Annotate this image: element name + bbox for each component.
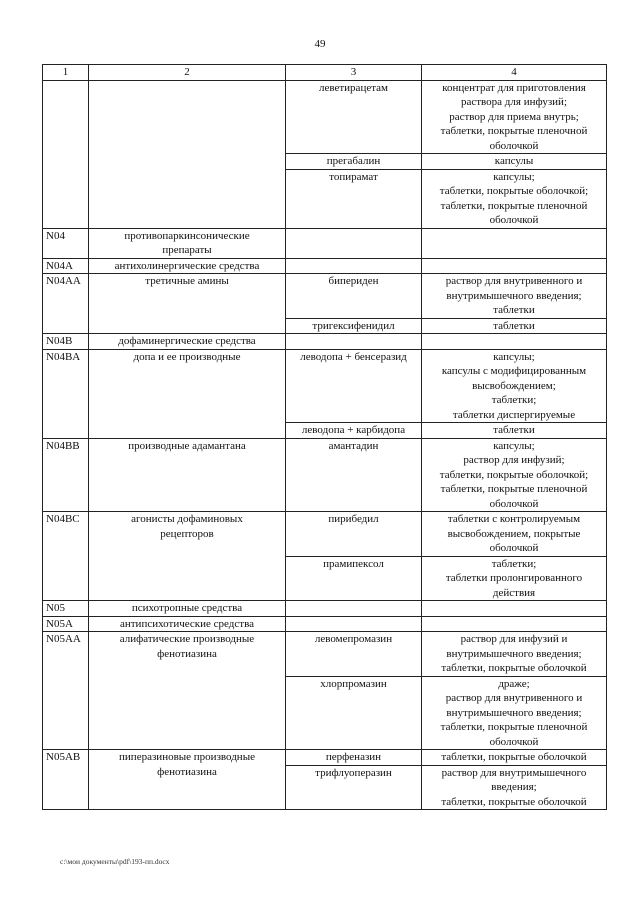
- dosage-form-cell: раствор для внутривенного и внутримышечного введения; таблетки: [422, 274, 607, 319]
- atc-code-cell: N04BB: [43, 438, 89, 512]
- dosage-form-cell: [422, 616, 607, 632]
- table-row: [43, 616, 607, 632]
- table-row: [43, 601, 607, 617]
- drug-name-cell: бипериден: [286, 274, 422, 319]
- drug-table: [42, 64, 607, 810]
- atc-code-cell: N04BC: [43, 512, 89, 601]
- dosage-form-cell: [422, 601, 607, 617]
- table-row: [43, 228, 607, 258]
- header-cell-3: 3: [286, 65, 422, 81]
- atc-code-cell: N04: [43, 228, 89, 258]
- dosage-form-cell: раствор для инфузий и внутримышечного введения; таблетки, покрытые оболочкой: [422, 632, 607, 677]
- drug-name-cell: прамипексол: [286, 556, 422, 601]
- table-row: [43, 258, 607, 274]
- table-row: [43, 750, 607, 766]
- dosage-form-cell: капсулы: [422, 154, 607, 170]
- drug-name-cell: [286, 258, 422, 274]
- table-row: [43, 632, 607, 677]
- page-number: 49: [314, 38, 326, 50]
- dosage-form-cell: капсулы; раствор для инфузий; таблетки, покрытые оболочкой; таблетки, покрытые пленочной оболочкой: [422, 438, 607, 512]
- table-row: [43, 334, 607, 350]
- atc-code-cell: N04A: [43, 258, 89, 274]
- table-body: [43, 80, 607, 810]
- dosage-form-cell: таблетки, покрытые оболочкой: [422, 750, 607, 766]
- dosage-form-cell: драже; раствор для внутривенного и внутримышечного введения; таблетки, покрытые пленочной оболочкой: [422, 676, 607, 750]
- table-row: [43, 80, 607, 154]
- atc-code-cell: N05AB: [43, 750, 89, 810]
- drug-name-cell: леводопа + карбидопа: [286, 423, 422, 439]
- dosage-form-cell: [422, 258, 607, 274]
- atc-code-cell: N05A: [43, 616, 89, 632]
- atc-code-cell: N04AA: [43, 274, 89, 334]
- group-name-cell: допа и ее производные: [89, 349, 286, 438]
- header-cell-2: 2: [89, 65, 286, 81]
- drug-name-cell: леветирацетам: [286, 80, 422, 154]
- group-name-cell: дофаминергические средства: [89, 334, 286, 350]
- dosage-form-cell: таблетки с контролируемым высвобождением, покрытые оболочкой: [422, 512, 607, 557]
- group-name-cell: [89, 80, 286, 228]
- atc-code-cell: [43, 80, 89, 228]
- group-name-cell: пиперазиновые производные фенотиазина: [89, 750, 286, 810]
- dosage-form-cell: таблетки: [422, 318, 607, 334]
- drug-name-cell: амантадин: [286, 438, 422, 512]
- table-header-row: [43, 65, 607, 81]
- dosage-form-cell: таблетки; таблетки пролонгированного действия: [422, 556, 607, 601]
- dosage-form-cell: капсулы; таблетки, покрытые оболочкой; таблетки, покрытые пленочной оболочкой: [422, 169, 607, 228]
- group-name-cell: антихолинергические средства: [89, 258, 286, 274]
- dosage-form-cell: таблетки: [422, 423, 607, 439]
- atc-code-cell: N05: [43, 601, 89, 617]
- group-name-cell: алифатические производные фенотиазина: [89, 632, 286, 750]
- drug-name-cell: перфеназин: [286, 750, 422, 766]
- table-row: [43, 349, 607, 423]
- table-row: [43, 274, 607, 319]
- header-cell-1: 1: [43, 65, 89, 81]
- group-name-cell: агонисты дофаминовых рецепторов: [89, 512, 286, 601]
- drug-name-cell: пирибедил: [286, 512, 422, 557]
- drug-name-cell: прегабалин: [286, 154, 422, 170]
- header-cell-4: 4: [422, 65, 607, 81]
- dosage-form-cell: капсулы; капсулы с модифицированным высвобождением; таблетки; таблетки диспергируемые: [422, 349, 607, 423]
- drug-name-cell: хлорпромазин: [286, 676, 422, 750]
- dosage-form-cell: раствор для внутримышечного введения; таблетки, покрытые оболочкой: [422, 765, 607, 810]
- drug-name-cell: [286, 228, 422, 258]
- drug-name-cell: топирамат: [286, 169, 422, 228]
- dosage-form-cell: концентрат для приготовления раствора для инфузий; раствор для приема внутрь; таблетки, покрытые пленочной оболочкой: [422, 80, 607, 154]
- group-name-cell: производные адамантана: [89, 438, 286, 512]
- group-name-cell: противопаркинсонические препараты: [89, 228, 286, 258]
- atc-code-cell: N05AA: [43, 632, 89, 750]
- drug-name-cell: тригексифенидил: [286, 318, 422, 334]
- group-name-cell: третичные амины: [89, 274, 286, 334]
- drug-name-cell: [286, 601, 422, 617]
- dosage-form-cell: [422, 334, 607, 350]
- group-name-cell: антипсихотические средства: [89, 616, 286, 632]
- atc-code-cell: N04BA: [43, 349, 89, 438]
- drug-name-cell: [286, 334, 422, 350]
- footer-file-path: c:\мои документы\pdf\193-пп.docx: [60, 857, 170, 866]
- table-row: [43, 512, 607, 557]
- atc-code-cell: N04B: [43, 334, 89, 350]
- drug-name-cell: [286, 616, 422, 632]
- dosage-form-cell: [422, 228, 607, 258]
- group-name-cell: психотропные средства: [89, 601, 286, 617]
- drug-name-cell: трифлуоперазин: [286, 765, 422, 810]
- drug-name-cell: левомепромазин: [286, 632, 422, 677]
- table-row: [43, 438, 607, 512]
- drug-name-cell: леводопа + бенсеразид: [286, 349, 422, 423]
